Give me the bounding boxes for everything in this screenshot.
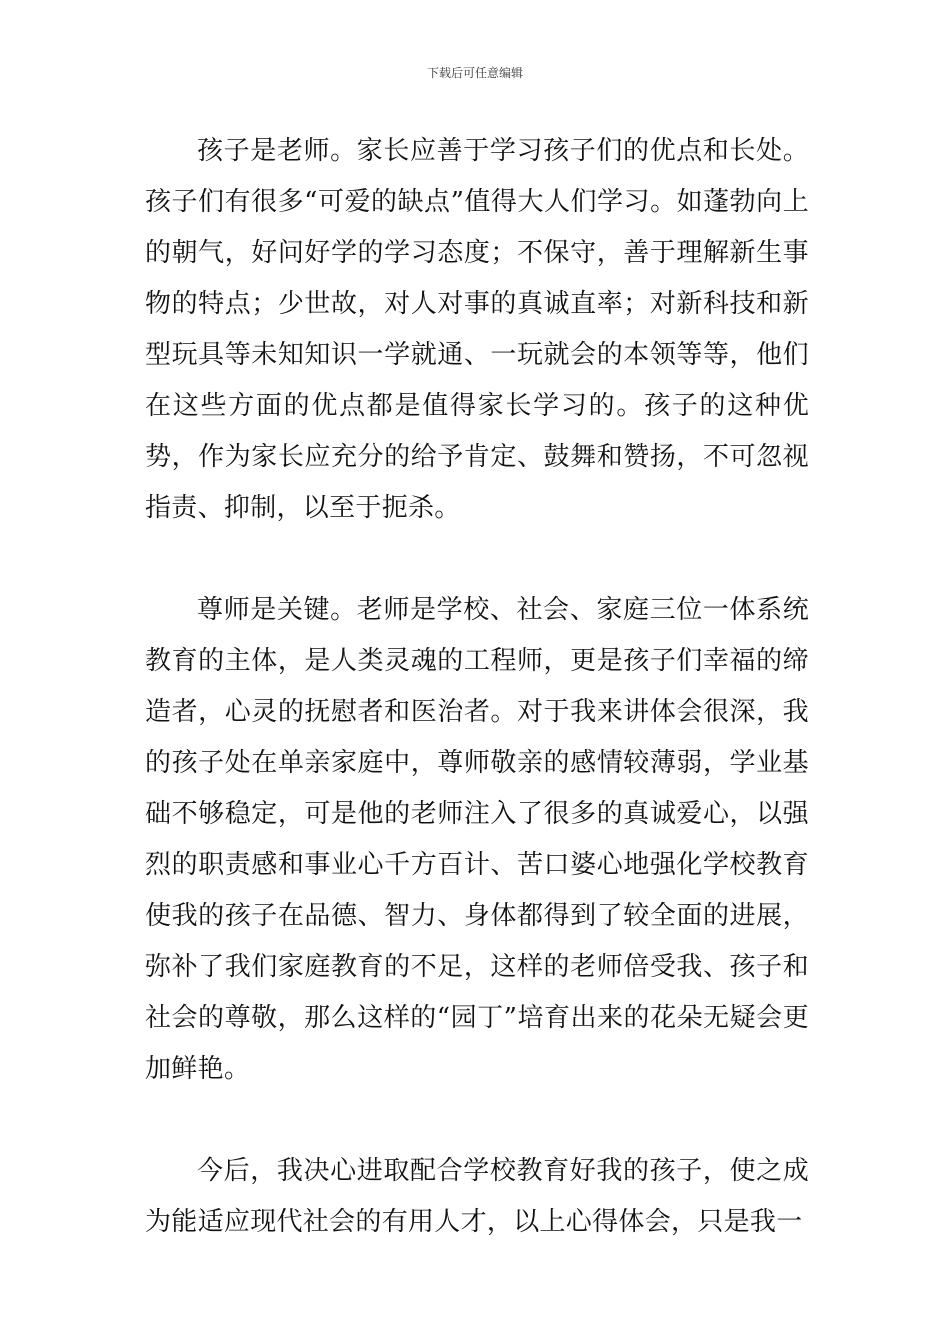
document-body bbox=[145, 126, 809, 1248]
paragraph-children-as-teachers: 孩子是老师。家长应善于学习孩子们的优点和长处。孩子们有很多“可爱的缺点”值得大人们学习。如蓬勃向上的朝气，好问好学的学习态度；不保守，善于理解新生事物的特点；少世故，对人对事的真诚直率；对新科技和新型玩具等未知知识一学就通、一玩就会的本领等等，他们在这些方面的优点都是值得家长学习的。孩子的这种优势，作为家长应充分的给予肯定、鼓舞和赞扬，不可忽视指责、抑制，以至于扼杀。 bbox=[145, 136, 809, 523]
paragraph-future-resolve: 今后，我决心进取配合学校教育好我的孩子，使之成为能适应现代社会的有用人才，以上心得体会，只是我一 bbox=[145, 1156, 809, 1237]
paragraph-respect-teachers: 尊师是关键。老师是学校、社会、家庭三位一体系统教育的主体，是人类灵魂的工程师，更是孩子们幸福的缔造者，心灵的抚慰者和医治者。对于我来讲体会很深，我的孩子处在单亲家庭中，尊师敬亲的感情较薄弱，学业基础不够稳定，可是他的老师注入了很多的真诚爱心，以强烈的职责感和事业心千方百计、苦口婆心地强化学校教育使我的孩子在品德、智力、身体都得到了较全面的进展，弥补了我们家庭教育的不足，这样的老师倍受我、孩子和社会的尊敬，那么这样的“园丁”培育出来的花朵无疑会更加鲜艳。 bbox=[145, 595, 809, 1084]
page-header-note: 下载后可任意编辑 bbox=[426, 66, 523, 80]
